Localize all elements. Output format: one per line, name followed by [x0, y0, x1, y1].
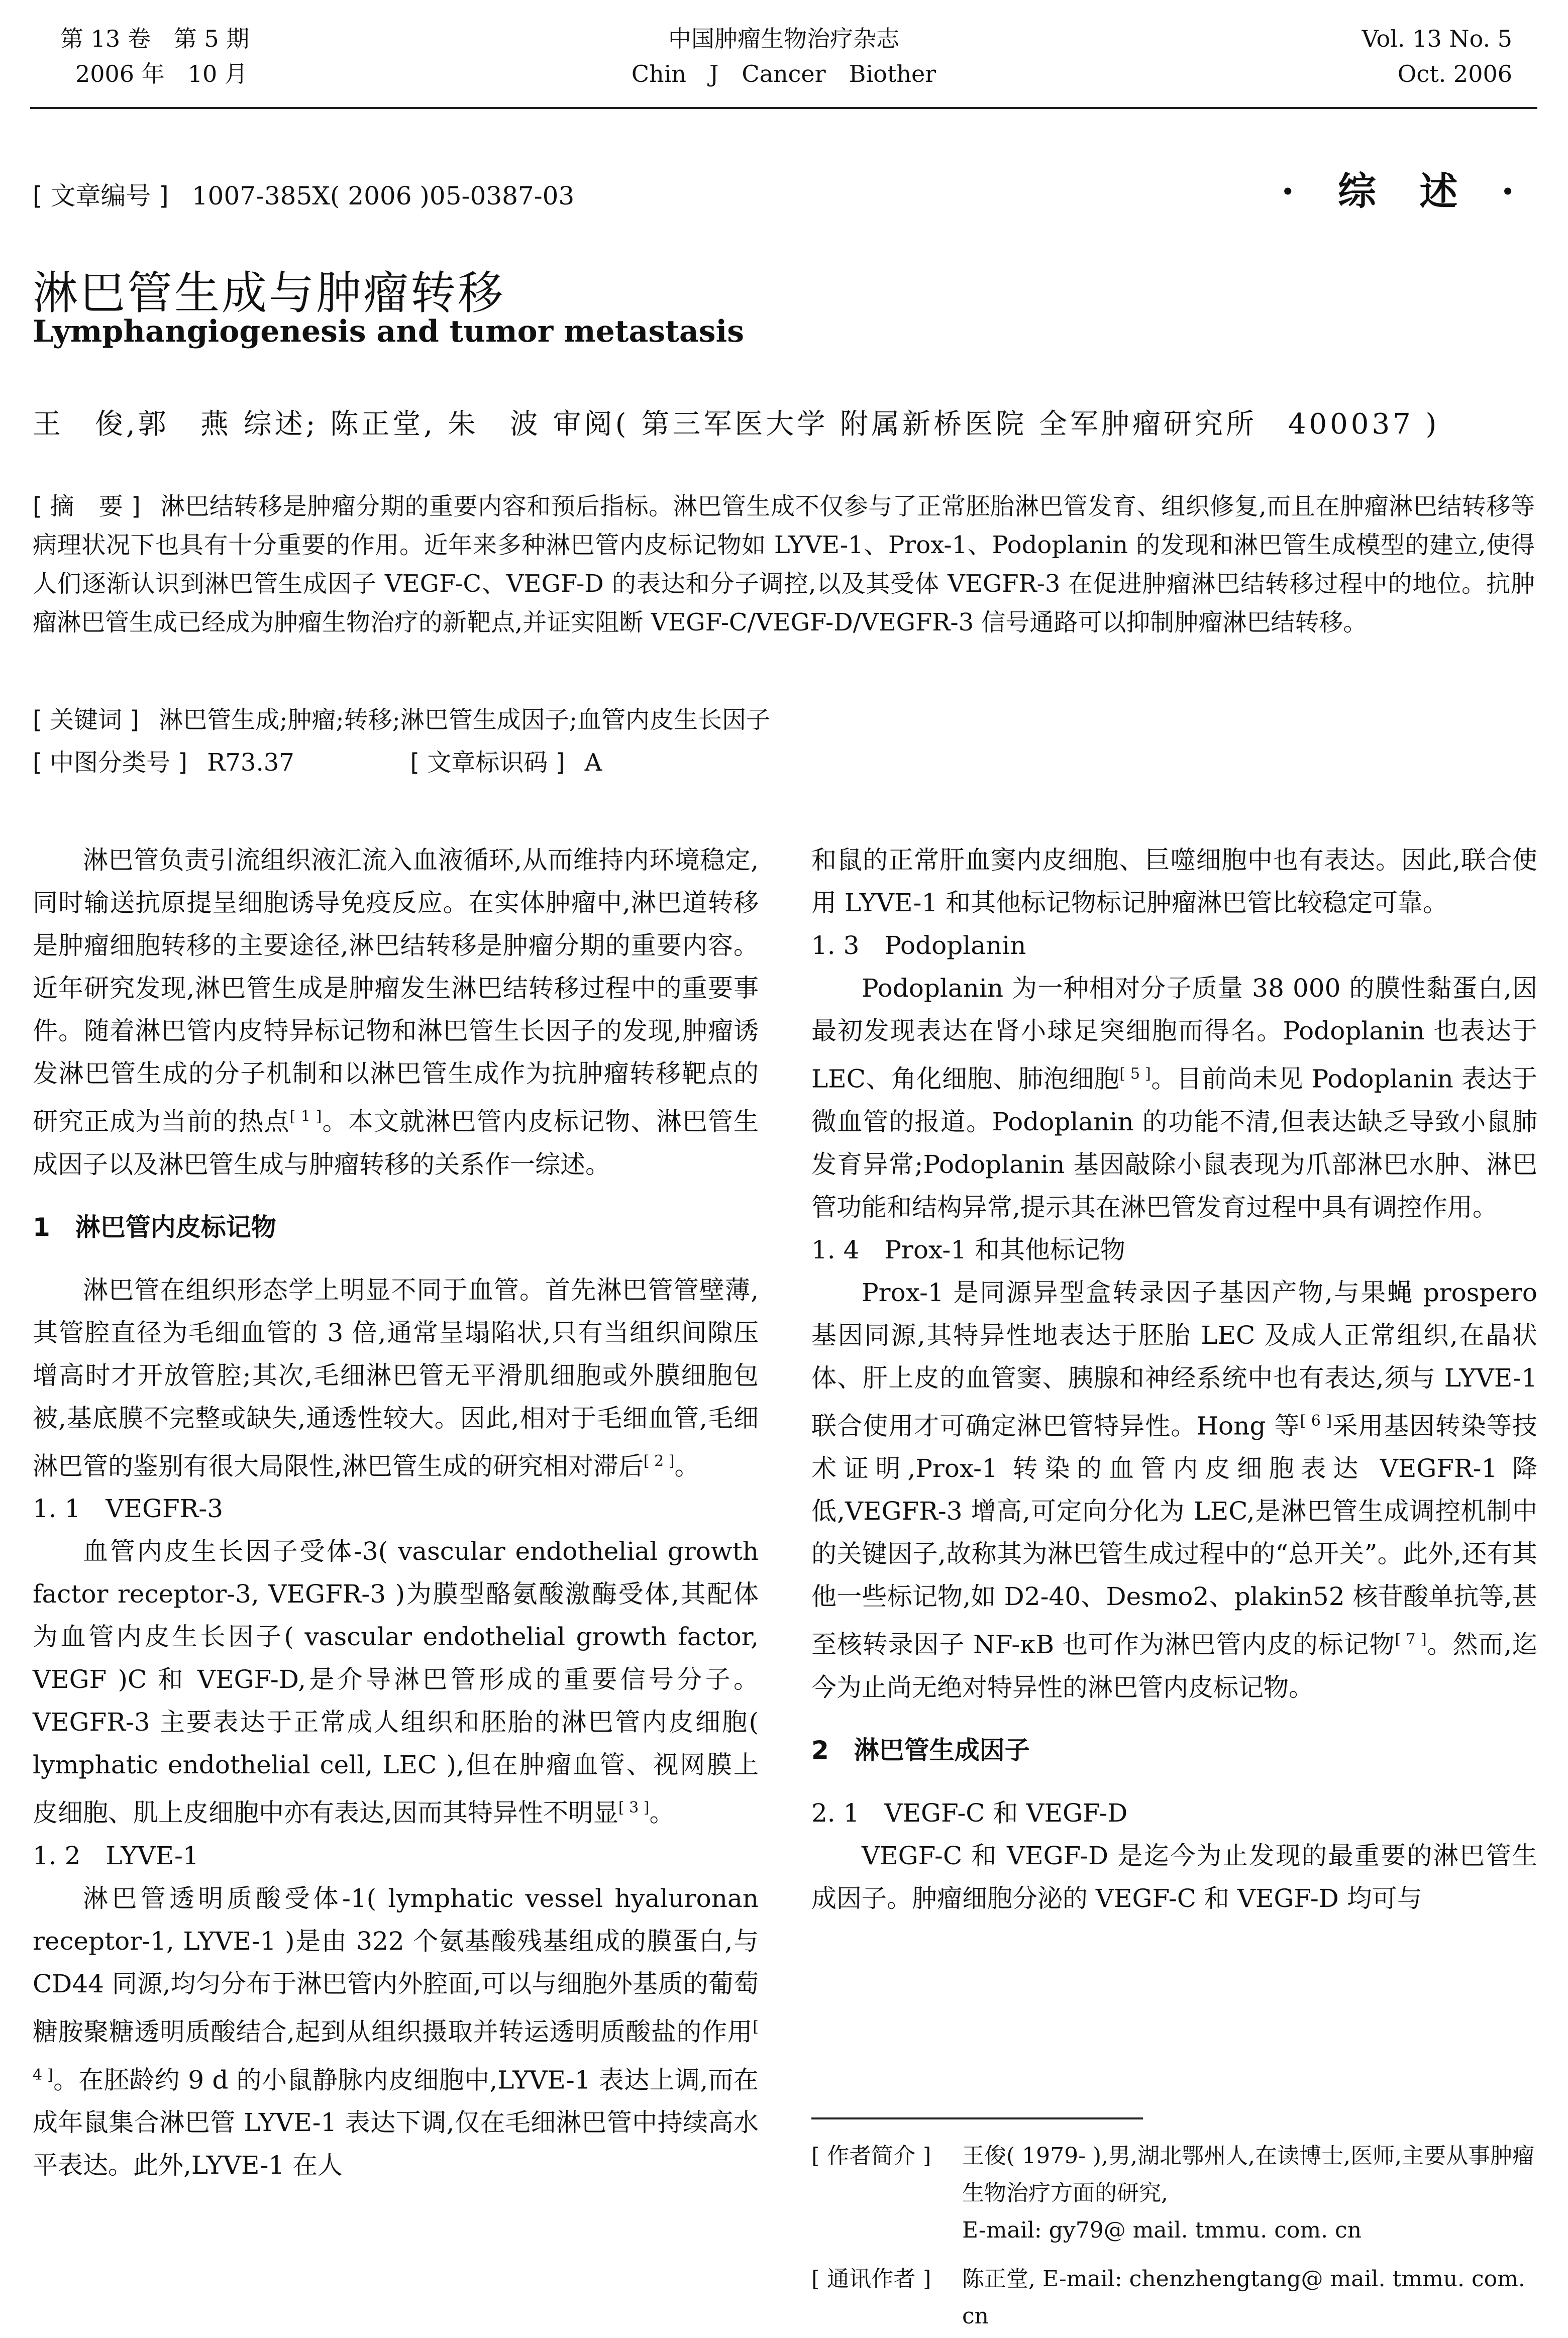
subsection-heading: 1. 1 VEGFR-3	[33, 1494, 224, 1524]
body-left-column	[33, 839, 759, 2187]
corresponding-author	[811, 2261, 1537, 2335]
article-number-value: 1007-385X( 2006 )05-0387-03	[191, 181, 575, 210]
paragraph: 血管内皮生长因子受体-3( vascular endothelial growth factor receptor-3, VEGFR-3 )为膜型酪氨酸激酶受体,其配体为血管内皮生长因子( vascular endothelial growth factor, VEGF )C 和 VEGF-D,是介导淋巴管形成的重要信号分子。VEGFR-3 主要表达于正常成人组织和胚胎的淋巴管内皮细胞( lymphatic endothelial cell, LEC ),但在肿瘤血管、视网膜上皮细胞、肌上皮细胞中亦有表达,因而其特异性不明显[ 3 ]。	[33, 1537, 759, 1828]
abstract-label: [ 摘 要 ]	[33, 492, 141, 520]
volume-en: Vol. 13 No. 5	[1362, 25, 1512, 52]
keywords-text: 淋巴管生成;肿瘤;转移;淋巴管生成因子;血管内皮生长因子	[159, 706, 770, 734]
journal-volume-issue	[60, 21, 362, 91]
doc-code-value: A	[584, 749, 602, 777]
title-english: Lymphangiogenesis and tumor metastasis	[33, 314, 745, 349]
paragraph: 淋巴管透明质酸受体-1( lymphatic vessel hyaluronan receptor-1, LYVE-1 )是由 322 个氨基酸残基组成的膜蛋白,与 CD44 同源,均匀分布于淋巴管内外腔面,可以与细胞外基质的葡萄糖胺聚糖透明质酸结合,起到从组织摄取并转运透明质酸盐的作用[ 4 ]。在胚龄约 9 d 的小鼠静脉内皮细胞中,LYVE-1 表达上调,而在成年鼠集合淋巴管 LYVE-1 表达下调,仅在毛细淋巴管中持续高水平表达。此外,LYVE-1 在人	[33, 1883, 759, 2180]
journal-name-en: Chin J Cancer Biother	[631, 60, 936, 87]
abstract-text: 淋巴结转移是肿瘤分期的重要内容和预后指标。淋巴管生成不仅参与了正常胚胎淋巴管发育、组织修复,而且在肿瘤淋巴结转移等病理状况下也具有十分重要的作用。近年来多种淋巴管内皮标记物如 LYVE-1、Prox-1、Podoplanin 的发现和淋巴管生成模型的建立,使得人们逐渐认识到淋巴管生成因子 VEGF-C、VEGF-D 的表达和分子调控,以及其受体 VEGFR-3 在促进肿瘤淋巴结转移过程中的地位。抗肿瘤淋巴管生成已经成为肿瘤生物治疗的新靶点,并证实阻断 VEGF-C/VEGF-D/VEGFR-3 信号通路可以抑制肿瘤淋巴结转移。	[33, 492, 1535, 636]
subsection-heading: 1. 2 LYVE-1	[33, 1841, 199, 1870]
doc-code-label: [ 文章标识码 ]	[410, 749, 565, 777]
date-en: Oct. 2006	[1397, 60, 1512, 87]
citation: [ 1 ]	[289, 1108, 322, 1125]
section-heading-2: 2 淋巴管生成因子	[811, 1735, 1030, 1765]
author-email: E-mail: gy79@ mail. tmmu. com. cn	[962, 2217, 1362, 2243]
keywords-label: [ 关键词 ]	[33, 706, 139, 734]
abstract	[33, 487, 1535, 642]
author-info-label: [ 作者简介 ]	[811, 2143, 931, 2169]
subsection-heading: 1. 3 Podoplanin	[811, 931, 1026, 960]
header-rule	[30, 107, 1537, 109]
citation: [ 3 ]	[618, 1799, 650, 1817]
journal-name-cn: 中国肿瘤生物治疗杂志	[668, 25, 899, 52]
citation: [ 7 ]	[1395, 1631, 1427, 1649]
author-info-text: 王俊( 1979- ),男,湖北鄂州人,在读博士,医师,主要从事肿瘤生物治疗方面的研究, E-mail: gy79@ mail. tmmu. com. cn	[962, 2143, 1535, 2243]
author-info	[811, 2138, 1537, 2249]
paragraph: Prox-1 是同源异型盒转录因子基因产物,与果蝇 prospero 基因同源,其特异性地表达于胚胎 LEC 及成人正常组织,在晶状体、肝上皮的血管窦、胰腺和神经系统中也有表达,须与 LYVE-1 联合使用才可确定淋巴管特异性。Hong 等[ 6 ]采用基因转染等技术证明,Prox-1 转染的血管内皮细胞表达 VEGFR-1 降低,VEGFR-3 增高,可定向分化为 LEC,是淋巴管生成调控机制中的关键因子,故称其为淋巴管生成过程中的“总开关”。此外,还有其他一些标记物,如 D2-40、Desmo2、plakin52 核苷酸单抗等,甚至核转录因子 NF-κB 也可作为淋巴管内皮的标记物[ 7 ]。然而,迄今为止尚无绝对特异性的淋巴管内皮标记物。	[811, 1278, 1537, 1702]
clc-label: [ 中图分类号 ]	[33, 749, 187, 777]
body-right-column	[811, 839, 1537, 1920]
issue-date: 2006 年 10 月	[75, 60, 248, 87]
citation: [ 5 ]	[1119, 1065, 1151, 1083]
paragraph: Podoplanin 为一种相对分子质量 38 000 的膜性黏蛋白,因最初发现表达在肾小球足突细胞而得名。Podoplanin 也表达于 LEC、角化细胞、肺泡细胞[ 5 ]。目前尚未见 Podoplanin 表达于微血管的报道。Podoplanin 的功能不清,但表达缺乏导致小鼠肺发育异常;Podoplanin 基因敲除小鼠表现为爪部淋巴水肿、淋巴管功能和结构异常,提示其在淋巴管发育过程中具有调控作用。	[811, 974, 1537, 1222]
title-chinese: 淋巴管生成与肿瘤转移	[33, 267, 505, 320]
section-heading-1: 1 淋巴管内皮标记物	[33, 1212, 276, 1242]
authors: 王 俊,郭 燕 综述; 陈正堂, 朱 波 审阅( 第三军医大学 附属新桥医院 全军肿瘤研究所 400037 )	[33, 408, 1440, 441]
article-number	[33, 176, 574, 212]
footnote-rule	[811, 2117, 1143, 2119]
corresponding-author-text: 陈正堂, E-mail: chenzhengtang@ mail. tmmu. com. cn	[962, 2266, 1525, 2329]
volume-issue: 第 13 卷 第 5 期	[60, 25, 250, 52]
intro-paragraph: 淋巴管负责引流组织液汇流入血液循环,从而维持内环境稳定,同时输送抗原提呈细胞诱导免疫反应。在实体肿瘤中,淋巴道转移是肿瘤细胞转移的主要途径,淋巴结转移是肿瘤分期的重要内容。近年研究发现,淋巴管生成是肿瘤发生淋巴结转移过程中的重要事件。随着淋巴管内皮特异标记物和淋巴管生长因子的发现,肿瘤诱发淋巴管生成的分子机制和以淋巴管生成作为抗肿瘤转移靶点的研究正成为当前的热点[ 1 ]。本文就淋巴管内皮标记物、淋巴管生成因子以及淋巴管生成与肿瘤转移的关系作一综述。	[33, 845, 759, 1179]
citation: [ 6 ]	[1300, 1412, 1332, 1430]
paragraph-continued: 和鼠的正常肝血窦内皮细胞、巨噬细胞中也有表达。因此,联合使用 LYVE-1 和其他标记物标记肿瘤淋巴管比较稳定可靠。	[811, 845, 1537, 917]
subsection-heading: 2. 1 VEGF-C 和 VEGF-D	[811, 1798, 1128, 1828]
citation: [ 4 ]	[33, 2017, 759, 2084]
clc-value: R73.37	[207, 749, 294, 777]
section-tag: · 综 述 ·	[1281, 169, 1530, 214]
journal-name	[603, 21, 965, 91]
journal-volume-en	[1231, 21, 1512, 91]
corresponding-author-label: [ 通讯作者 ]	[811, 2266, 931, 2292]
citation: [ 2 ]	[643, 1452, 675, 1470]
paragraph: 淋巴管在组织形态学上明显不同于血管。首先淋巴管管壁薄,其管腔直径为毛细血管的 3 倍,通常呈塌陷状,只有当组织间隙压增高时才开放管腔;其次,毛细淋巴管无平滑肌细胞或外膜细胞包被,基底膜不完整或缺失,通透性较大。因此,相对于毛细血管,毛细淋巴管的鉴别有很大局限性,淋巴管生成的研究相对滞后[ 2 ]。	[33, 1275, 759, 1481]
article-number-label: [ 文章编号 ]	[33, 181, 169, 210]
subsection-heading: 1. 4 Prox-1 和其他标记物	[811, 1235, 1125, 1264]
classification	[33, 743, 1490, 782]
paragraph: VEGF-C 和 VEGF-D 是迄今为止发现的最重要的淋巴管生成因子。肿瘤细胞分泌的 VEGF-C 和 VEGF-D 均可与	[811, 1841, 1537, 1913]
keywords	[33, 701, 770, 739]
